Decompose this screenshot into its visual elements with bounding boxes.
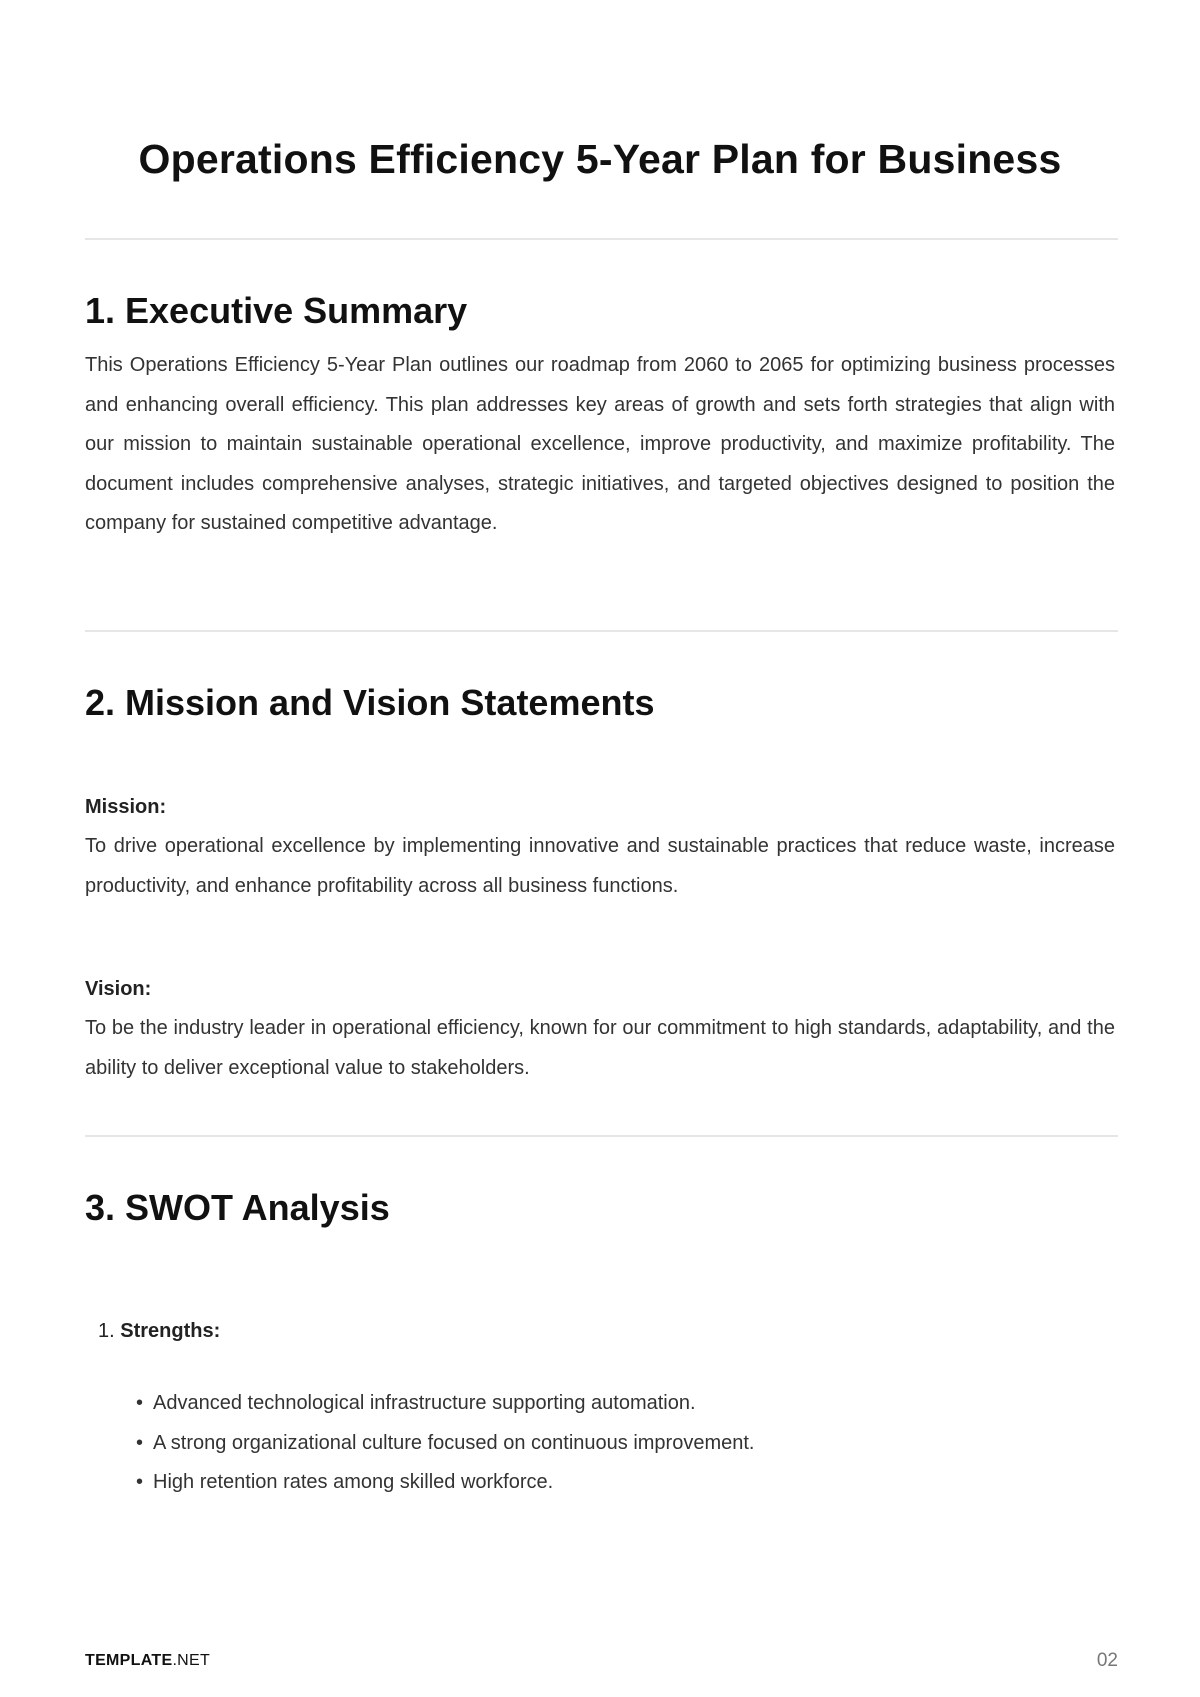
section-heading-mission-vision: 2. Mission and Vision Statements bbox=[85, 682, 655, 723]
vision-text: To be the industry leader in operational efficiency, known for our commitment to high standards, adaptability, and the ability to deliver exceptional value to stakeholders. bbox=[85, 1017, 1115, 1079]
strengths-number: 1. bbox=[98, 1320, 115, 1342]
strengths-label: Strengths: bbox=[120, 1320, 221, 1342]
vision-label: Vision: bbox=[85, 978, 152, 1000]
divider bbox=[85, 238, 1118, 240]
list-item-text: A strong organizational culture focused on continuous improvement. bbox=[153, 1431, 755, 1454]
mission-text: To drive operational excellence by implementing innovative and sustainable practices that reduce waste, increase productivity, and enhance profitability across all business functions. bbox=[85, 835, 1115, 897]
brand-bold: TEMPLATE bbox=[85, 1652, 173, 1669]
bullet-icon: • bbox=[136, 1471, 144, 1493]
divider bbox=[85, 630, 1118, 632]
bullet-icon: • bbox=[136, 1392, 144, 1414]
brand-rest: .NET bbox=[172, 1652, 211, 1669]
list-item-text: Advanced technological infrastructure supporting automation. bbox=[153, 1392, 696, 1414]
strengths-list bbox=[136, 1384, 754, 1503]
section-heading-executive-summary: 1. Executive Summary bbox=[85, 290, 468, 331]
executive-summary-text: This Operations Efficiency 5-Year Plan outlines our roadmap from 2060 to 2065 for optimizing business processes and enhancing overall efficiency. This plan addresses key areas of growth and sets forth strategies that align with our mission to maintain sustainable operational excellence, improve productivity, and maximize profitability. The document includes comprehensive analyses, strategic initiatives, and targeted objectives designed to position the company for sustained competitive advantage. bbox=[85, 354, 1115, 534]
list-item-text: High retention rates among skilled workforce. bbox=[153, 1471, 554, 1493]
bullet-icon: • bbox=[136, 1431, 144, 1454]
strengths-heading bbox=[98, 1320, 220, 1343]
mission-label: Mission: bbox=[85, 796, 167, 818]
document-title: Operations Efficiency 5-Year Plan for Business bbox=[138, 136, 1062, 182]
divider bbox=[85, 1135, 1118, 1137]
list-item bbox=[136, 1384, 754, 1424]
page-number: 02 bbox=[1096, 1650, 1118, 1671]
list-item bbox=[136, 1424, 754, 1464]
section-heading-swot: 3. SWOT Analysis bbox=[85, 1187, 390, 1228]
footer-brand-logo bbox=[85, 1652, 210, 1670]
list-item bbox=[136, 1463, 754, 1503]
